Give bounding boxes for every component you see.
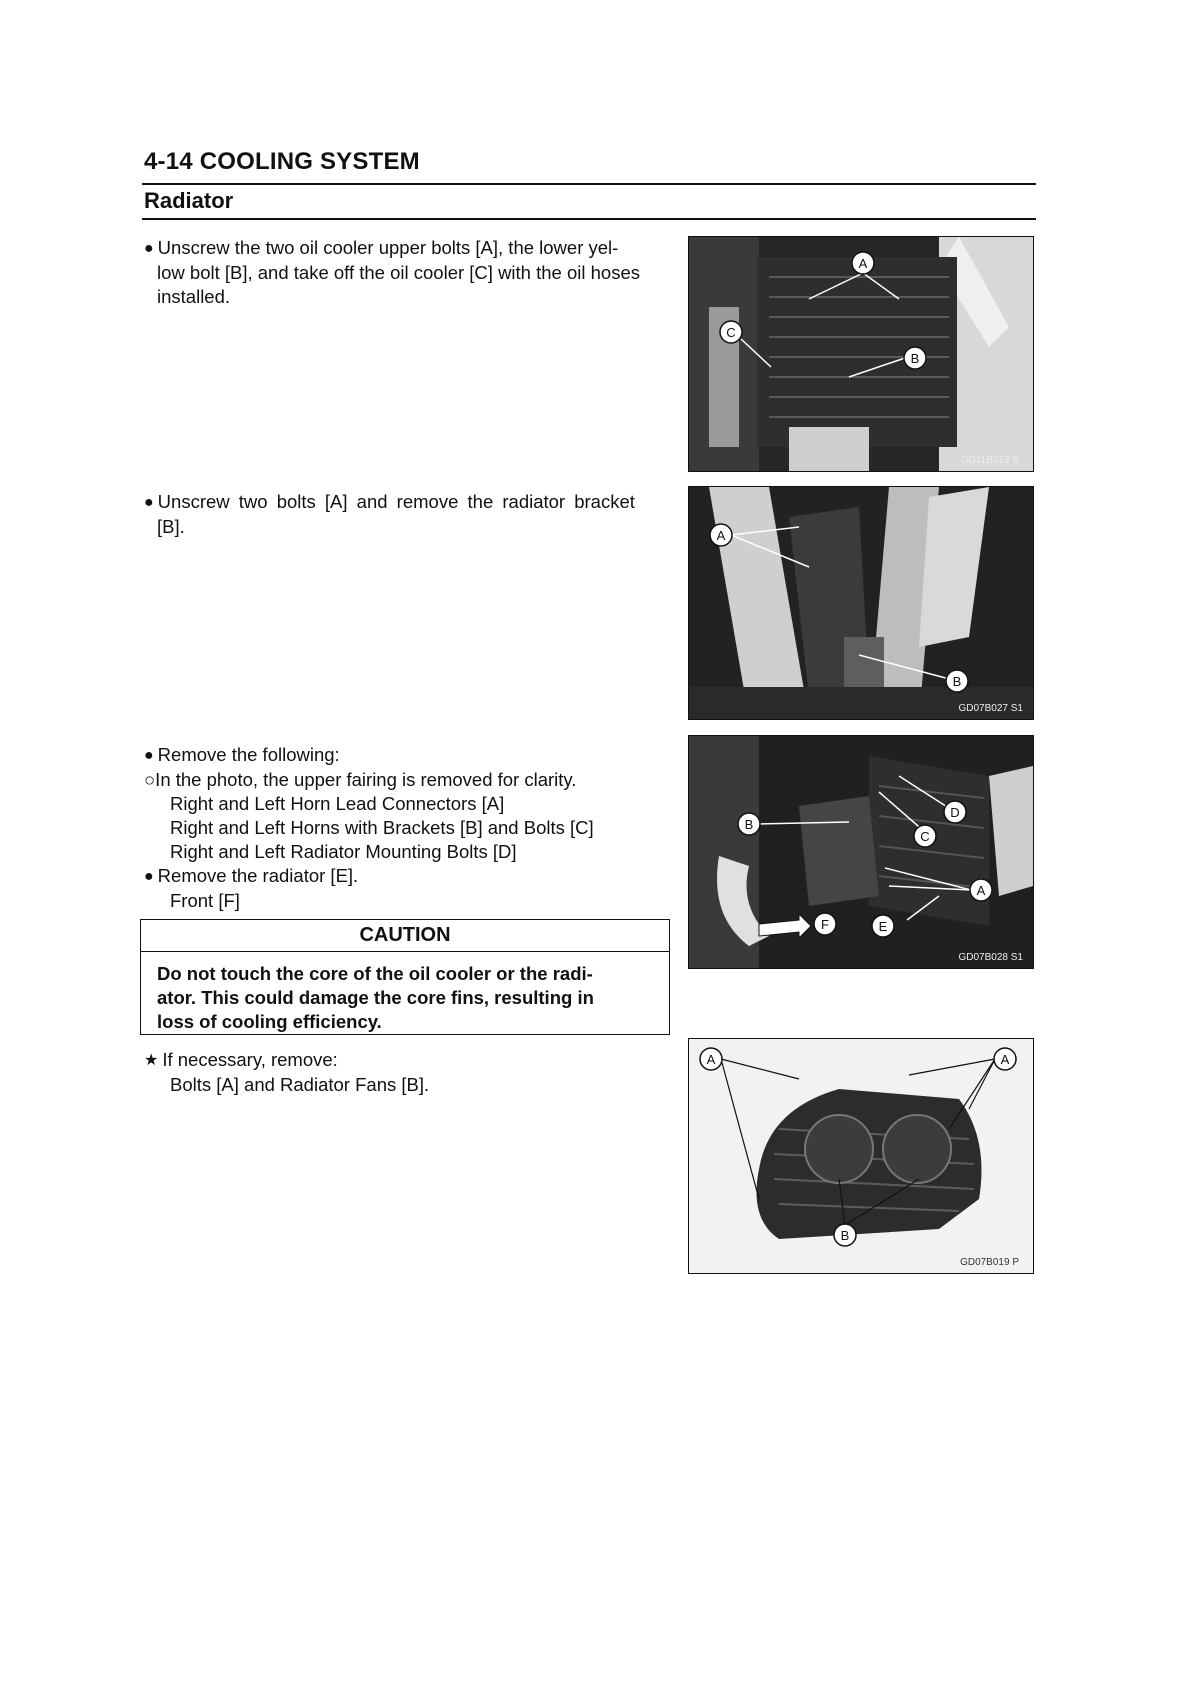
figure-code: GD07B019 P xyxy=(960,1257,1019,1268)
step-note: ○In the photo, the upper fairing is removed for clarity. xyxy=(144,769,577,790)
caution-box xyxy=(140,919,670,1035)
callout-label: A xyxy=(1000,1052,1010,1067)
header-rule xyxy=(142,183,1036,185)
callout-label: D xyxy=(950,805,960,820)
radiator-removal-photo xyxy=(689,736,1033,968)
callout-label: B xyxy=(744,817,754,832)
callout-label: A xyxy=(706,1052,716,1067)
callout-label: B xyxy=(952,674,962,689)
radiator-bracket-photo xyxy=(689,487,1033,719)
caution-line: loss of cooling efficiency. xyxy=(157,1011,382,1032)
step-text: Unscrew the two oil cooler upper bolts [A], the lower yel- xyxy=(157,237,619,258)
list-item: Right and Left Horns with Brackets [B] and Bolts [C] xyxy=(170,817,594,838)
caution-body xyxy=(141,952,669,1034)
callout-label: B xyxy=(840,1228,850,1243)
star-icon: ★ xyxy=(144,1052,159,1069)
radiator-fans-photo xyxy=(689,1039,1033,1273)
oil-cooler-photo xyxy=(689,237,1033,471)
step-text: low bolt [B], and take off the oil cooler [C] with the oil hoses xyxy=(157,262,640,283)
step-text: installed. xyxy=(157,286,231,307)
caution-line: ator. This could damage the core fins, resulting in xyxy=(157,987,594,1008)
step-5 xyxy=(144,1048,429,1097)
list-item: Bolts [A] and Radiator Fans [B]. xyxy=(170,1074,430,1095)
figure-radiator-fans xyxy=(688,1038,1034,1274)
bullet-icon: ● xyxy=(144,868,154,885)
caution-line: Do not touch the core of the oil cooler or the radi- xyxy=(157,963,593,984)
step-2 xyxy=(144,490,635,539)
section-title: Radiator xyxy=(144,188,234,213)
page-title: 4-14 COOLING SYSTEM xyxy=(144,148,420,175)
bullet-icon: ● xyxy=(144,494,154,511)
figure-radiator-removal xyxy=(688,735,1034,969)
bullet-icon: ● xyxy=(144,747,154,764)
bullet-icon: ● xyxy=(144,240,154,257)
step-text: Remove the following: xyxy=(157,744,340,765)
callout-label: B xyxy=(910,351,920,366)
callout-label: A xyxy=(976,883,986,898)
callout-label: A xyxy=(858,256,868,271)
callout-label: C xyxy=(920,829,930,844)
list-item: Right and Left Horn Lead Connectors [A] xyxy=(170,793,505,814)
step-text: Unscrew two bolts [A] and remove the radiator bracket xyxy=(157,491,635,512)
step-3 xyxy=(144,743,594,913)
callout-label: A xyxy=(716,528,726,543)
figure-code: GD07B028 S1 xyxy=(958,952,1023,963)
step-text: Remove the radiator [E]. xyxy=(157,865,359,886)
list-item: Front [F] xyxy=(170,890,240,911)
callout-label: E xyxy=(878,919,888,934)
step-1 xyxy=(144,236,640,309)
caution-title: CAUTION xyxy=(141,920,669,952)
figure-code: GD07B027 S1 xyxy=(958,703,1023,714)
list-item: Right and Left Radiator Mounting Bolts [D] xyxy=(170,841,517,862)
step-text: [B]. xyxy=(157,516,185,537)
callout-label: F xyxy=(821,917,829,932)
section-rule xyxy=(142,218,1036,220)
step-text: If necessary, remove: xyxy=(162,1049,338,1070)
figure-radiator-bracket xyxy=(688,486,1034,720)
figure-code: GD11B012 S xyxy=(960,455,1019,466)
figure-oil-cooler xyxy=(688,236,1034,472)
callout-label: C xyxy=(726,325,736,340)
